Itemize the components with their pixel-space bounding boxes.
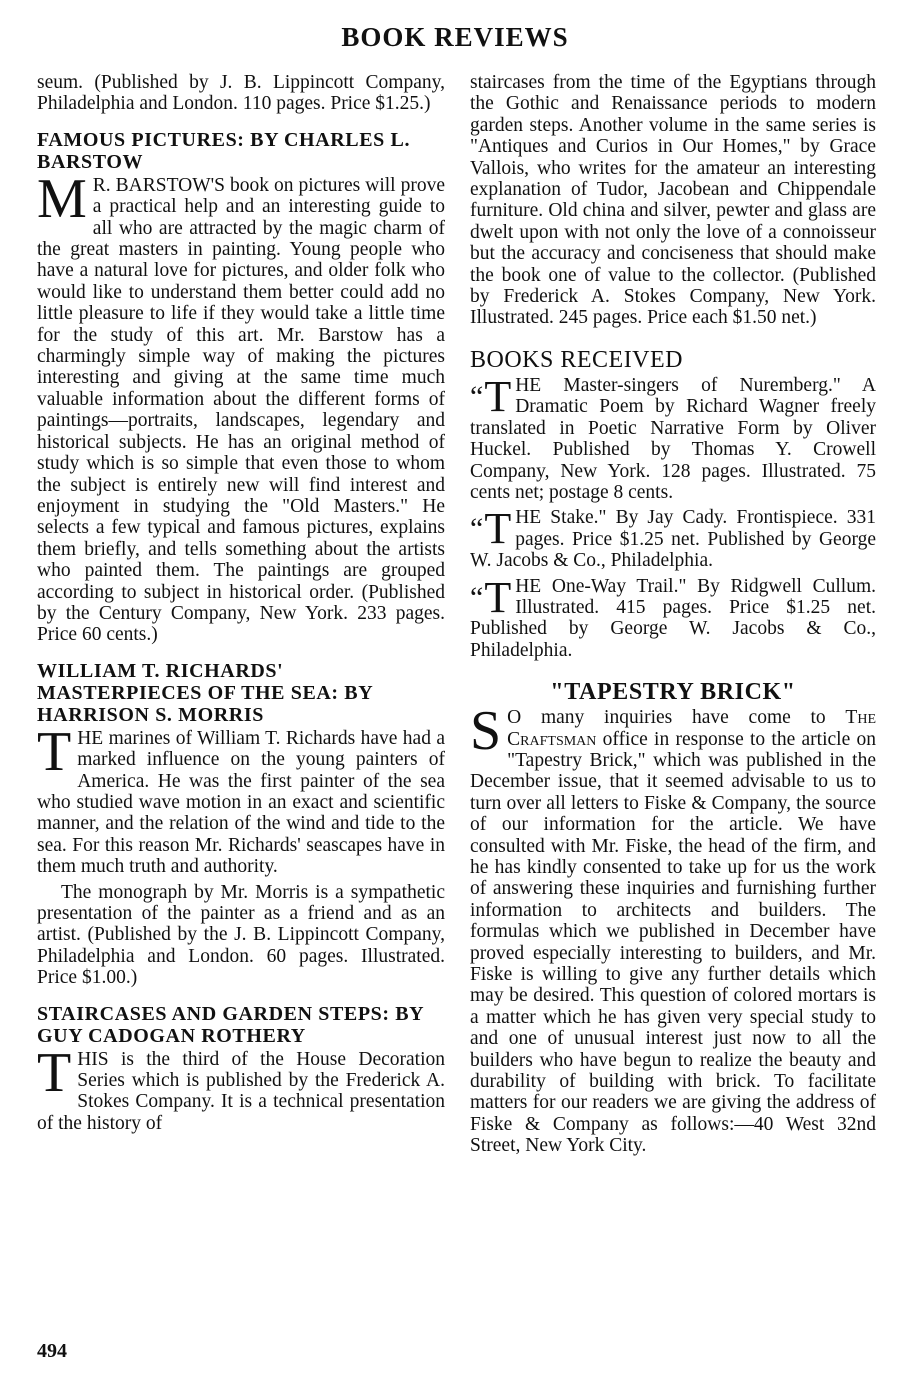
book-entry: [470, 504, 876, 572]
drop-cap: T: [37, 1041, 72, 1104]
review-heading-famous-pictures: FAMOUS PICTURES: BY CHARLES L. BARSTOW: [37, 128, 411, 173]
drop-cap: “T: [470, 572, 512, 622]
book-entry-text: HE One-Way Trail." By Ridgwell Cullum. Illustrated. 415 pages. Price $1.25 net. Published by George W. Jacobs & Co., Philadelphia.: [470, 575, 876, 661]
magazine-name: The Craftsman: [507, 707, 876, 750]
review-staircases: [37, 1041, 445, 1135]
review-text: R. BARSTOW'S book on pictures will prove a practical help and an interesting guide to all who are attracted by the magic charm of the great masters in painting. Young people who have a natural love for pictures, and older folk who would like to understand them better could add no little pleasure to life if they would take a little time for the study of this art. Mr. Barstow has a charmingly simple way of making the pictures interesting and giving at the same time much valuable information about the different forms of paintings—portraits, landscapes, legendary and historical subjects. He has an original method of study which is so simple that even those to whom the subject is entirely new will find interest and enjoyment in studying the "Old Masters." He selects a few typical and famous pictures, explains them briefly, and tells something about the artists who painted them. The paintings are grouped according to subject in historical order. (Published by the Century Company, New York. 233 pages. Price 60 cents.): [37, 174, 445, 646]
book-entry-text: HE Master-singers of Nuremberg." A Dramatic Poem by Richard Wagner freely translated in Poetic Narrative Form by Oliver Huckel. Published by Thomas Y. Crowell Company, New York. 128 pages. Illustrated. 75 cents net; postage 8 cents.: [470, 374, 876, 503]
review-heading-staircases: STAIRCASES AND GARDEN STEPS: BY GUY CADOGAN ROTHERY: [37, 1002, 424, 1047]
continued-paragraph: seum. (Published by J. B. Lippincott Company, Philadelphia and London. 110 pages. Price $1.25.): [37, 72, 445, 115]
running-head: BOOK REVIEWS: [341, 22, 569, 52]
drop-cap: “T: [470, 371, 512, 421]
drop-cap: S: [470, 700, 502, 763]
review-text: HE marines of William T. Richards have had a marked influence on the young painters of America. He was the first painter of the sea who studied wave motion in an exact and scientific manner, and the relation of the wind and tide to the sea. For this reason Mr. Richards' seascapes have in them much truth and authority.: [37, 727, 445, 878]
right-column: [470, 72, 876, 1161]
review-heading-richards: WILLIAM T. RICHARDS' MASTERPIECES OF THE SEA: BY HARRISON S. MORRIS: [37, 659, 373, 726]
drop-cap: T: [37, 720, 72, 783]
section-heading-books-received: BOOKS RECEIVED: [470, 346, 684, 373]
left-column: [37, 72, 445, 1138]
book-entry-text: HE Stake." By Jay Cady. Frontispiece. 331 pages. Price $1.25 net. Published by George W. Jacobs & Co., Philadelphia.: [470, 507, 876, 572]
book-entry: [470, 371, 876, 503]
page-number: 494: [37, 1340, 67, 1362]
review-richards: [37, 720, 445, 878]
drop-cap: “T: [470, 504, 512, 554]
continued-paragraph: staircases from the time of the Egyptians through the Gothic and Renaissance periods to modern garden steps. Another volume in the same series is "Antiques and Curios in Our Homes," by Grace Vallois, who writes for the amateur an interesting explanation of Tudor, Jacobean and Chippendale furniture. Old china and silver, pewter and glass are dwelt upon with not only the love of a connoisseur but the accuracy and conciseness that should make the book one of value to the collector. (Published by Frederick A. Stokes Company, New York. Illustrated. 245 pages. Price each $1.50 net.): [470, 72, 876, 329]
review-text: HIS is the third of the House Decoration Series which is published by the Frederick A. Stokes Company. It is a technical presentation of the history of: [37, 1048, 445, 1134]
drop-cap: M: [37, 167, 87, 230]
review-famous-pictures: [37, 167, 445, 646]
article-tapestry-brick: S O many inquiries have come to The Craftsman office in response to the article on "Tapestry Brick," which was published in the December issue, that it seemed advisable to us to turn over all letters to Fiske & Company, the source of our information for the article. We have consulted with Mr. Fiske, the head of the firm, and he has kindly consented to take up for us the work of answering these inquiries and furnishing further information to architects and builders. The formulas which we published in December have proved especially interesting to builders, and Mr. Fiske is willing to give any further details which may be desired. This question of colored mortars is a matter which he has given very special study to and one of unusual interest just now to all the builders who have begun to realize the beauty and durability of building with brick. To facilitate matters for our readers we are giving the address of Fiske & Company as follows:—40 West 32nd Street, New York City.: [470, 700, 876, 1157]
review-richards-continued: The monograph by Mr. Morris is a sympathetic presentation of the painter as a friend and as an artist. (Published by the J. B. Lippincott Company, Philadelphia and London. 60 pages. Illustrated. Price $1.00.): [37, 881, 445, 989]
book-entry: [470, 572, 876, 662]
section-heading-tapestry-brick: "TAPESTRY BRICK": [550, 679, 796, 706]
